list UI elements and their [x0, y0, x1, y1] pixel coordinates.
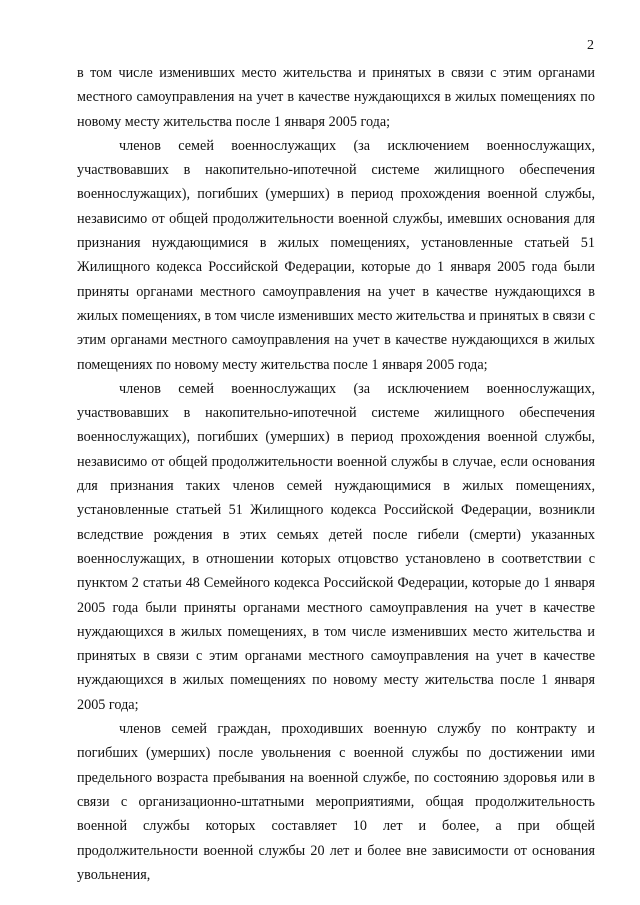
paragraph: членов семей граждан, проходивших военную службу по контракту и погибших (умерших) после увольнения с военной службы по достижении ими предельного возраста пребывания на военной службе, по состоянию здоровья или в связи с организационно-штатными мероприятиями, общая продолжительность военной службы которых составляет 10 лет и более, а при общей продолжительности военной службы 20 лет и более вне зависимости от основания увольнения, [77, 721, 595, 883]
paragraph: членов семей военнослужащих (за исключением военнослужащих, участвовавших в накопительно-ипотечной системе жилищного обеспечения военнослужащих), погибших (умерших) в период прохождения военной службы, независимо от общей продолжительности военной службы в случае, если основания для признания таких членов семей нуждающимися в жилых помещениях, установленные статьей 51 Жилищного кодекса Российской Федерации, возникли вследствие рождения в этих семьях детей после гибели (смерти) указанных военнослужащих, в отношении которых отцовство установлено в соответствии с пунктом 2 статьи 48 Семейного кодекса Российской Федерации, которые до 1 января 2005 года были приняты органами местного самоуправления на учет в качестве нуждающихся в жилых помещениях, в том числе изменивших место жительства и принятых в связи с этим органами местного самоуправления на учет в качестве нуждающихся в жилых помещениях по новому месту жительства после 1 января 2005 года; [77, 380, 595, 713]
document-body [77, 61, 595, 887]
page-number: 2 [587, 38, 594, 53]
paragraph-continuation: в том числе изменивших место жительства и принятых в связи с этим органами местного самоуправления на учет в качестве нуждающихся в жилых помещениях по новому месту жительства после 1 января 2005 года; [77, 65, 595, 130]
paragraph: членов семей военнослужащих (за исключением военнослужащих, участвовавших в накопительно-ипотечной системе жилищного обеспечения военнослужащих), погибших (умерших) в период прохождения военной службы, независимо от общей продолжительности военной службы, имевших основания для признания нуждающимися в жилых помещениях, установленные статьей 51 Жилищного кодекса Российской Федерации, которые до 1 января 2005 года были приняты органами местного самоуправления на учет в качестве нуждающихся в жилых помещениях, в том числе изменивших место жительства и принятых в связи с этим органами местного самоуправления на учет в качестве нуждающихся в жилых помещениях по новому месту жительства после 1 января 2005 года; [77, 137, 595, 373]
